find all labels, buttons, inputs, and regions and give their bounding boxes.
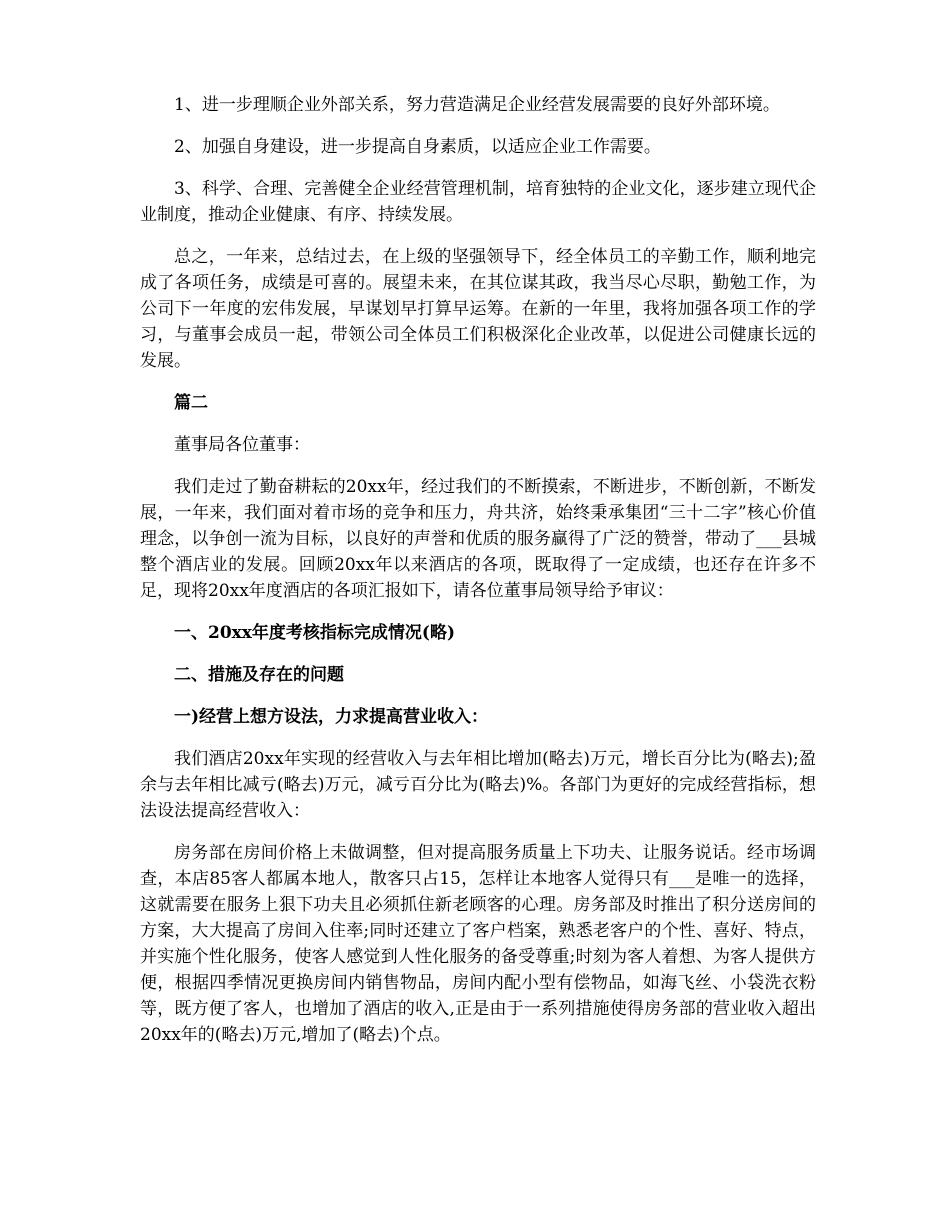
paragraph-item-2: 2、加强自身建设，进一步提高自身素质，以适应企业工作需要。 xyxy=(174,137,661,157)
paragraph-housekeeping: 房务部在房间价格上未做调整，但对提高服务质量上下功夫、让服务说话。经市场调查，本店85客人都属本地人，散客只占15，怎样让本地客人觉得只有___是唯一的选择，这就需要在服务上狠下功夫且必须抓住新老顾客的心理。房务部及时推出了积分送房间的方案，大大提高了房间入住率;同时还建立了客户档案，熟悉老客户的个性、喜好、特点，并实施个性化服务，使客人感觉到人性化服务的备受尊重;时刻为客人着想、为客人提供方便，根据四季情况更换房间内销售物品，房间内配小型有偿物品，如海飞丝、小袋洗衣粉等，既方便了客人，也增加了酒店的收入,正是由于一系列措施使得房务部的营业收入超出20xx年的(略去)万元,增加了(略去)个点。 xyxy=(140,843,816,1045)
paragraph-summary: 总之，一年来，总结过去，在上级的坚强领导下，经全体员工的辛勤工作，顺利地完成了各项任务，成绩是可喜的。展望未来，在其位谋其政，我当尽心尽职，勤勉工作，为公司下一年度的宏伟发展，早谋划早打算早运筹。在新的一年里，我将加强各项工作的学习，与董事会成员一起，带领公司全体员工们积极深化企业改革，以促进公司健康长远的发展。 xyxy=(140,247,816,371)
section-heading-part-two: 篇二 xyxy=(174,393,208,413)
salutation: 董事局各位董事： xyxy=(174,435,310,455)
paragraph-intro: 我们走过了勤奋耕耘的20xx年，经过我们的不断摸索，不断进步，不断创新，不断发展，一年来，我们面对着市场的竞争和压力，舟共济，始终秉承集团“三十二字”核心价值理念，以争创一流为目标，以良好的声誉和优质的服务赢得了广泛的赞誉，带动了___县城整个酒店业的发展。回顾20xx年以来酒店的各项，既取得了一定成绩，也还存在许多不足，现将20xx年度酒店的各项汇报如下，请各位董事局领导给予审议： xyxy=(140,477,816,601)
paragraph-item-1: 1、进一步理顺企业外部关系，努力营造满足企业经营发展需要的良好外部环境。 xyxy=(174,95,780,115)
subsection-heading: 一)经营上想方设法，力求提高营业收入： xyxy=(174,707,489,727)
paragraph-item-3: 3、科学、合理、完善健全企业经营管理机制，培育独特的企业文化，逐步建立现代企业制度，推动企业健康、有序、持续发展。 xyxy=(140,179,816,225)
document-page xyxy=(140,92,816,1064)
paragraph-revenue: 我们酒店20xx年实现的经营收入与去年相比增加(略去)万元，增长百分比为(略去);盈余与去年相比减亏(略去)万元，减亏百分比为(略去)%。各部门为更好的完成经营指标，想法设法提高经营收入： xyxy=(140,749,816,821)
section-heading-1: 一、20xx年度考核指标完成情况(略) xyxy=(174,623,456,643)
section-heading-2: 二、措施及存在的问题 xyxy=(174,665,344,685)
